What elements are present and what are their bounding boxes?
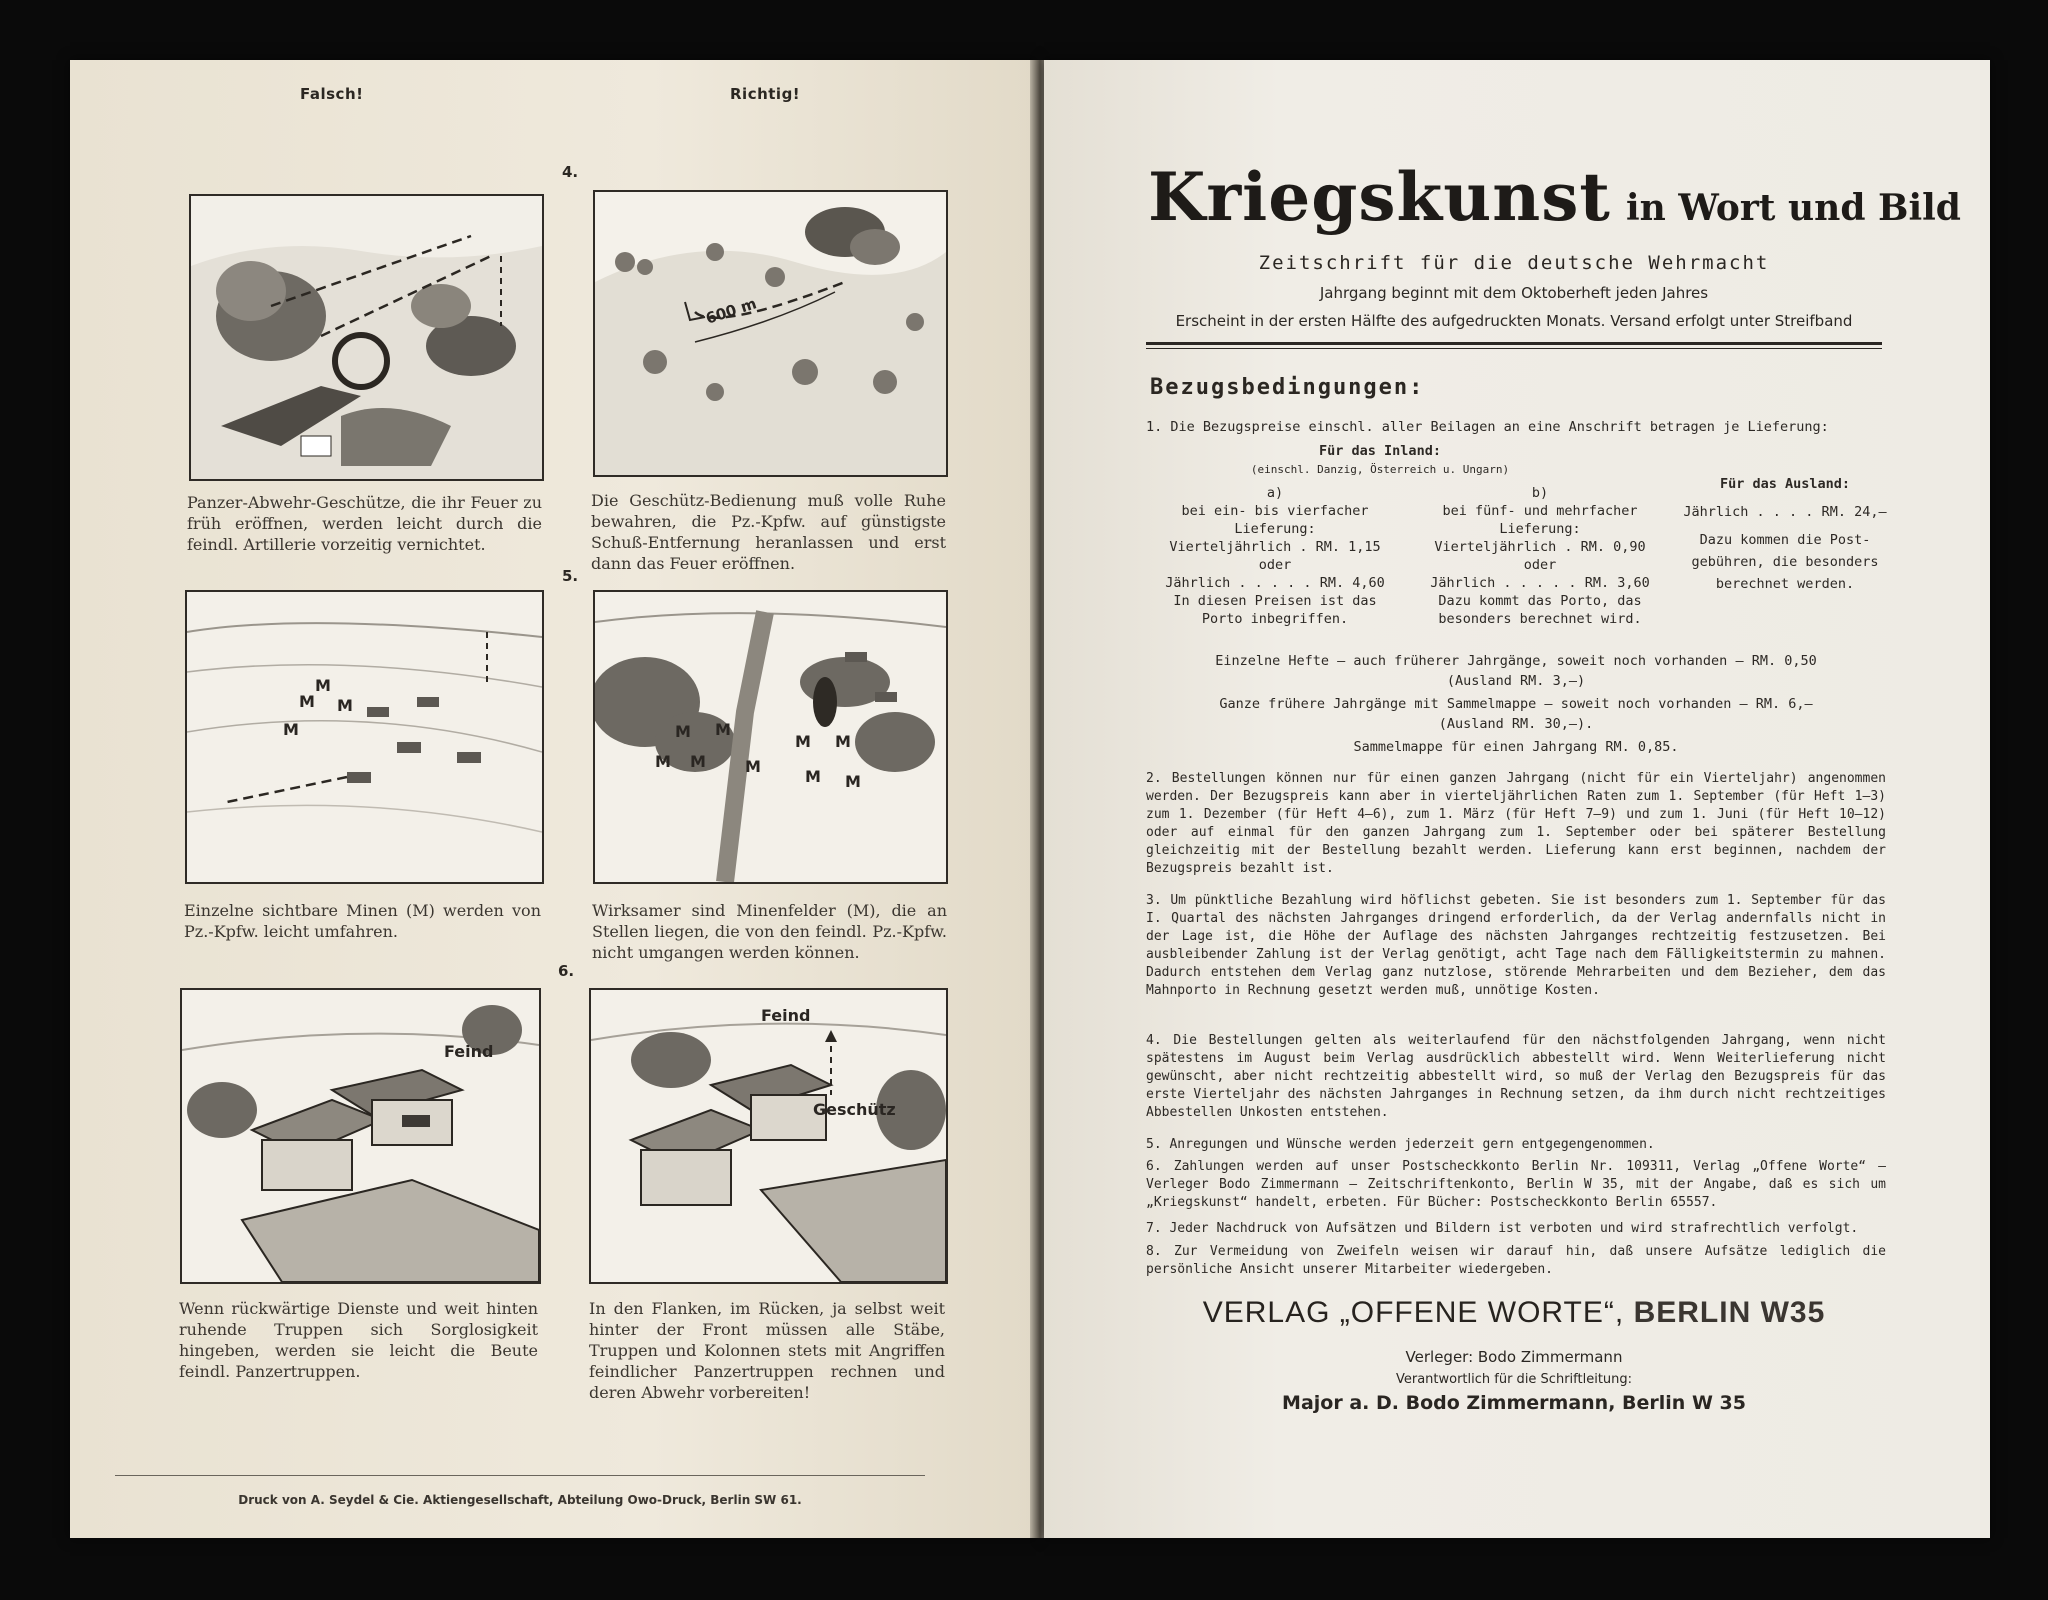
col-a-line: Vierteljährlich . RM. 1,15: [1169, 539, 1381, 555]
footer-rule: [115, 1475, 925, 1476]
col-a-line: Jährlich . . . . . RM. 4,60: [1165, 575, 1385, 591]
caption-6-right: In den Flanken, im Rücken, ja selbst weit hinter der Front müssen alle Stäbe, Truppen und Kolonnen stets mit Angriffen feindlicher Panzertruppen rechnen und deren Abwehr vorbereiten!: [589, 1299, 945, 1402]
publisher-line: [1146, 1296, 1882, 1330]
double-rule-top: [1146, 342, 1882, 345]
terms-item-4: 4. Die Bestellungen gelten als weiterlaufend für den nächstfolgenden Jahrgang, wenn nicht spätestens im August beim Verlag ausdrücklich abbestellt wird. Wenn Weiterlieferung nicht gewünscht, aber nicht rechtzeitig abbestellt wird, so muß der Verlag den Bezugspreis für das erste Vierteljahr des nächsten Jahrganges in Rechnung setzen, da ihm durch nicht rechtzeitiges Abbestellen Unkosten entstehen.: [1146, 1033, 1886, 1120]
journal-subtitle: Zeitschrift für die deutsche Wehrmacht: [1258, 252, 1770, 274]
single-issues-line: Einzelne Hefte — auch früherer Jahrgänge, soweit noch vorhanden — RM. 0,50: [1215, 653, 1817, 669]
appearance-note: Erscheint in der ersten Hälfte des aufgedruckten Monats. Versand erfolgt unter Streifband: [1175, 312, 1853, 330]
col-b-line: bei fünf- und mehrfacher: [1442, 503, 1638, 519]
enemy-label: Feind: [761, 1006, 811, 1025]
step-number-5: 5.: [562, 567, 579, 585]
mine-marker: M: [283, 720, 299, 739]
caption-5-wrong: Einzelne sichtbare Minen (M) werden von Pz.-Kpfw. leicht umfahren.: [184, 901, 541, 941]
mine-marker: M: [805, 767, 821, 786]
terms-item-3: 3. Um pünktliche Bezahlung wird höflichst gebeten. Sie ist besonders zum 1. September für das I. Quartal des nächsten Jahrganges dringend erforderlich, da der Verlag andernfalls nicht in der Lage ist, die Höhe der Auflage des nächsten Jahrganges rechtzeitig festzusetzen. Bei ausbleibender Zahlung ist der Verlag genötigt, acht Tage nach dem Fälligkeitstermin zu mahnen. Dadurch entstehen dem Verlag ganz nutzlose, störende Mehrarbeiten und dem Bezieher, dem das Mahnporto in Rechnung gesetzt werden muß, unnötige Kosten.: [1146, 893, 1886, 998]
mine-marker: M: [690, 752, 706, 771]
col-a-letter: a): [1266, 485, 1284, 501]
responsible-editor: Major a. D. Bodo Zimmermann, Berlin W 35: [1282, 1392, 1746, 1414]
col-a-line: oder: [1258, 557, 1292, 573]
illustration-panel-6-right: [589, 988, 948, 1284]
abroad-title: Für das Ausland:: [1719, 476, 1851, 492]
full-volumes-abroad: (Ausland RM. 30,—).: [1438, 716, 1594, 732]
mine-marker: M: [299, 692, 315, 711]
mine-marker: M: [655, 752, 671, 771]
year-note: Jahrgang beginnt mit dem Oktoberheft jeden Jahres: [1319, 284, 1709, 302]
domestic-title: Für das Inland:: [1319, 443, 1441, 459]
section-title: Bezugsbedingungen:: [1150, 375, 1425, 400]
col-a-line: Lieferung:: [1234, 521, 1316, 537]
caption-4-right: Die Geschütz-Bedienung muß volle Ruhe bewahren, die Pz.-Kpfw. auf günstigste Schuß-Entfernung heranlassen und erst dann das Feuer eröffnen.: [591, 491, 946, 573]
heading-wrong: Falsch!: [300, 85, 364, 103]
price-column-abroad: [1680, 475, 1890, 593]
mine-marker: M: [315, 676, 331, 695]
mine-marker: M: [675, 722, 691, 741]
caption-6-wrong: Wenn rückwärtige Dienste und weit hinten ruhende Truppen sich Sorglosigkeit hingeben, werden sie leicht die Beute feindl. Panzertruppen.: [179, 1299, 538, 1381]
mine-marker: M: [745, 757, 761, 776]
double-rule-bottom: [1146, 348, 1882, 349]
caption-5-right: Wirksamer sind Minenfelder (M), die an Stellen liegen, die von den feindl. Pz.-Kpfw. nicht umgangen werden können.: [592, 901, 947, 962]
abroad-line: Jährlich . . . . RM. 24,—: [1683, 504, 1887, 520]
terms-item-5: 5. Anregungen und Wünsche werden jederzeit gern entgegengenommen.: [1146, 1137, 1655, 1152]
col-b-line: Jährlich . . . . . RM. 3,60: [1430, 575, 1650, 591]
terms-item-1: 1. Die Bezugspreise einschl. aller Beilagen an eine Anschrift betragen je Lieferung:: [1146, 419, 1829, 435]
printer-imprint: Druck von A. Seydel & Cie. Aktiengesellschaft, Abteilung Owo-Druck, Berlin SW 61.: [238, 1493, 802, 1507]
terms-item-8: 8. Zur Vermeidung von Zweifeln weisen wir darauf hin, daß unsere Aufsätze lediglich die persönliche Ansicht unserer Mitarbeiter wiedergeben.: [1146, 1244, 1886, 1277]
enemy-label: Feind: [444, 1042, 494, 1061]
mine-marker: M: [845, 772, 861, 791]
mine-marker: M: [835, 732, 851, 751]
distance-label: 600 m: [703, 294, 759, 328]
publisher-editor: Verleger: Bodo Zimmermann: [1405, 1348, 1623, 1366]
col-b-letter: b): [1531, 485, 1549, 501]
caption-4-wrong: Panzer-Abwehr-Geschütze, die ihr Feuer zu früh eröffnen, werden leicht durch die feindl. Artillerie vorzeitig vernichtet.: [187, 493, 542, 554]
terms-item-7: 7. Jeder Nachdruck von Aufsätzen und Bildern ist verboten und wird strafrechtlich verfolgt.: [1146, 1221, 1859, 1236]
illustration-panel-4-wrong: [189, 194, 544, 481]
illustration-panel-5-wrong: [185, 590, 544, 884]
mine-marker: M: [337, 696, 353, 715]
domestic-note: (einschl. Danzig, Österreich u. Ungarn): [1250, 463, 1510, 476]
publisher-city: BERLIN W35: [1633, 1296, 1826, 1329]
step-number-4: 4.: [562, 163, 579, 181]
price-column-b: [1420, 484, 1660, 628]
col-b-line: Vierteljährlich . RM. 0,90: [1434, 539, 1646, 555]
step-number-6: 6.: [558, 962, 575, 980]
col-b-line: besonders berechnet wird.: [1438, 611, 1642, 627]
single-issues-abroad: (Ausland RM. 3,—): [1446, 673, 1586, 689]
col-b-line: Dazu kommt das Porto, das: [1438, 593, 1642, 609]
col-b-line: Lieferung:: [1499, 521, 1581, 537]
terms-item-2: 2. Bestellungen können nur für einen ganzen Jahrgang (nicht für ein Vierteljahr) angenommen werden. Der Bezugspreis kann aber in vierteljährlichen Raten zum 1. September (für Heft 1—3) zum 1. Dezember (für Heft 4—6), zum 1. März (für Heft 7—9) und zum 1. Juni (für Heft 10—12) oder auf einmal für den ganzen Jahrgang zum 1. September oder bei späterer Bestellung gleichzeitig mit der Bestellung bezahlt werden. Lieferung kann erst beginnen, nachdem der Bezugspreis bezahlt ist.: [1146, 771, 1886, 876]
col-a-line: Porto inbegriffen.: [1201, 611, 1349, 627]
terms-item-6: 6. Zahlungen werden auf unser Postscheckkonto Berlin Nr. 109311, Verlag „Offene Worte“ — Verleger Bodo Zimmermann — Zeitschriftenkonto, Berlin W 35, mit der Angabe, daß es sich um „Kriegskunst“ handelt, erbeten. Für Bücher: Postscheckkonto Berlin 65557.: [1146, 1159, 1886, 1210]
col-b-line: oder: [1523, 557, 1557, 573]
abroad-line: Dazu kommen die Post-: [1699, 532, 1871, 548]
gun-label: Geschütz: [813, 1100, 896, 1119]
mine-marker: M: [795, 732, 811, 751]
illustration-panel-4-right: [593, 190, 948, 477]
folder-price: Sammelmappe für einen Jahrgang RM. 0,85.: [1353, 739, 1679, 755]
masthead: [1148, 158, 1961, 236]
illustration-panel-6-wrong: [180, 988, 541, 1284]
price-column-a: [1160, 484, 1390, 628]
heading-right: Richtig!: [730, 85, 801, 103]
responsible-label: Verantwortlich für die Schriftleitung:: [1395, 1372, 1633, 1387]
masthead-subtitle: in Wort und Bild: [1625, 187, 1961, 229]
publisher-name: VERLAG „OFFENE WORTE“,: [1202, 1296, 1625, 1329]
mine-marker: M: [715, 720, 731, 739]
full-volumes-line: Ganze frühere Jahrgänge mit Sammelmappe — soweit noch vorhanden — RM. 6,—: [1219, 696, 1813, 712]
abroad-line: gebühren, die besonders: [1691, 554, 1879, 570]
abroad-line: berechnet werden.: [1715, 576, 1855, 592]
illustration-panel-5-right: [593, 590, 948, 884]
masthead-title: Kriegskunst: [1148, 158, 1611, 236]
col-a-line: In diesen Preisen ist das: [1173, 593, 1377, 609]
col-a-line: bei ein- bis vierfacher: [1181, 503, 1369, 519]
